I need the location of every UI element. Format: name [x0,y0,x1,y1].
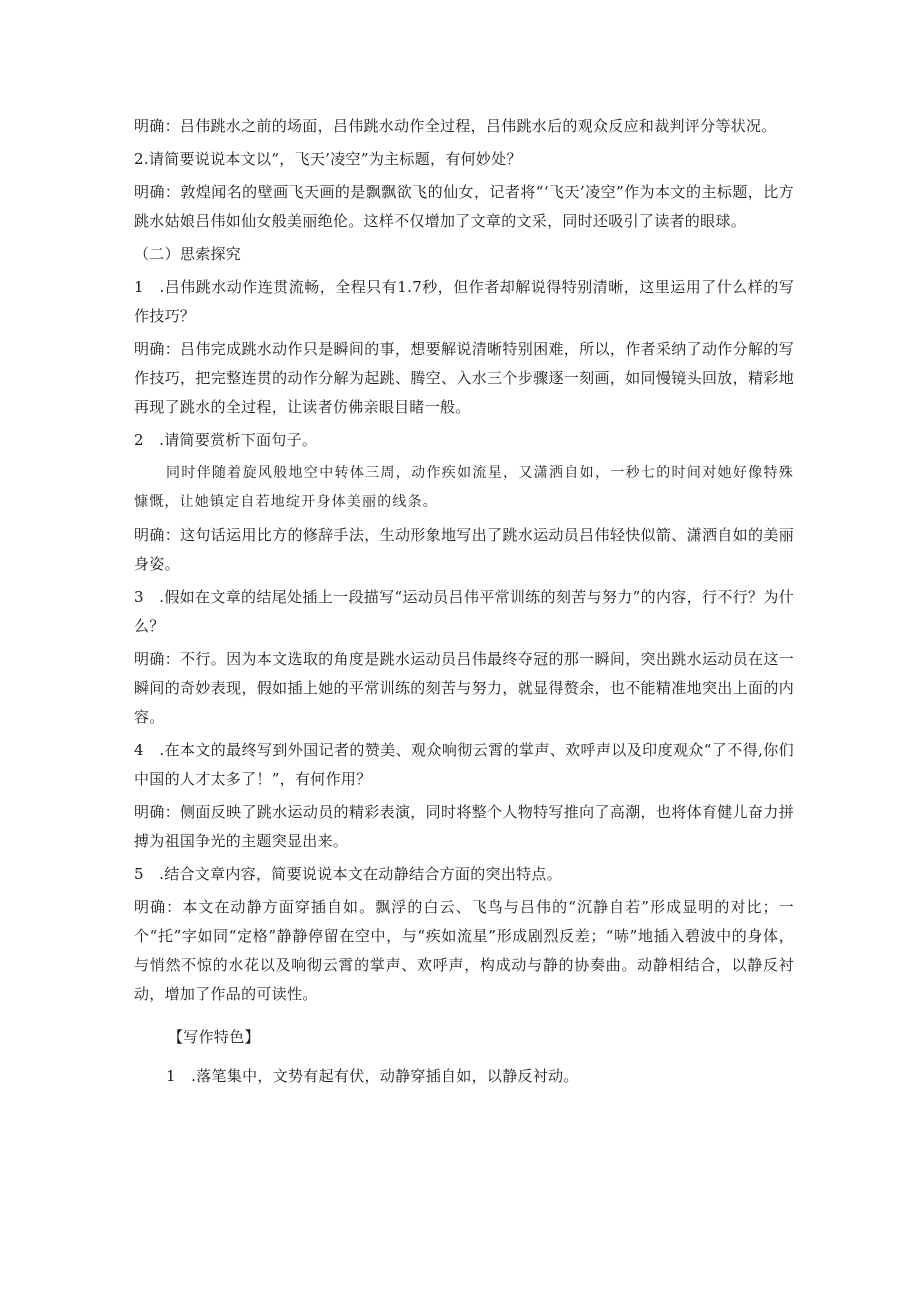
question-item: 5 .结合文章内容，简要说说本文在动静结合方面的突出特点。 [134,865,563,883]
answer-paragraph: 明确：吕伟完成跳水动作只是瞬间的事，想要解说清晰特别困难，所以，作者采纳了动作分解的写作技巧，把完整连贯的动作分解为起跳、腾空、入水三个步骤逐一刻画，如同慢镜头回放，精彩地再现了跳水的全过程，让读者仿佛亲眼目睹一般。 [134,340,794,416]
question-2: 2.请简要说说本文以“，飞天’凌空”为主标题，有何妙处？ [134,150,522,168]
answer-paragraph: 明确：侧面反映了跳水运动员的精彩表演，同时将整个人物特写推向了高潮，也将体育健儿奋力拼搏为祖国争光的主题突显出来。 [134,803,794,850]
quoted-sentence: 同时伴随着旋风般地空中转体三周，动作疾如流星，又潇洒自如，一秒七的时间对她好像特殊慷慨，让她镇定自若地绽开身体美丽的线条。 [134,465,794,510]
writing-features-heading: 【写作特色】 [168,1028,260,1046]
document-page [134,112,794,1091]
question-item: 4 .在本文的最终写到外国记者的赞美、观众响彻云霄的掌声、欢呼声以及印度观众“了不得,你们中国的人才太多了！”，有何作用？ [134,741,794,788]
answer-paragraph: 明确：吕伟跳水之前的场面，吕伟跳水动作全过程，吕伟跳水后的观众反应和裁判评分等状况。 [134,117,777,135]
question-item: 1 .吕伟跳水动作连贯流畅，全程只有1.7秒，但作者却解说得特别清晰，这里运用了什么样的写作技巧？ [134,278,794,325]
answer-paragraph: 明确：本文在动静方面穿插自如。飘浮的白云、飞鸟与吕伟的“沉静自若”形成显明的对比；一个“托”字如同“定格”静静停留在空中，与“疾如流星”形成剧烈反差；“哧”地插入碧波中的身体，与悄然不惊的水花以及响彻云霄的掌声、欢呼声，构成动与静的协奏曲。动静相结合，以静反衬动，增加了作品的可读性。 [134,898,794,1003]
section-heading: （二）思索探究 [134,245,242,263]
question-item: 2 .请简要赏析下面句子。 [134,431,318,449]
answer-paragraph: 明确：这句话运用比方的修辞手法，生动形象地写出了跳水运动员吕伟轻快似箭、潇洒自如的美丽身姿。 [134,526,794,573]
answer-paragraph: 明确：不行。因为本文选取的角度是跳水运动员吕伟最终夺冠的那一瞬间，突出跳水运动员在这一瞬间的奇妙表现，假如插上她的平常训练的刻苦与努力，就显得赘余，也不能精准地突出上面的内容。 [134,650,794,726]
answer-paragraph: 明确：敦煌闻名的壁画飞天画的是飘飘欲飞的仙女，记者将“‘飞天’凌空”作为本文的主标题，比方跳水姑娘吕伟如仙女般美丽绝伦。这样不仅增加了文章的文采，同时还吸引了读者的眼球。 [134,183,794,230]
question-item: 3 .假如在文章的结尾处插上一段描写“运动员吕伟平常训练的刻苦与努力”的内容，行不行？为什么？ [134,588,794,635]
feature-item: 1 .落笔集中，文势有起有伏，动静穿插自如，以静反衬动。 [166,1067,579,1085]
